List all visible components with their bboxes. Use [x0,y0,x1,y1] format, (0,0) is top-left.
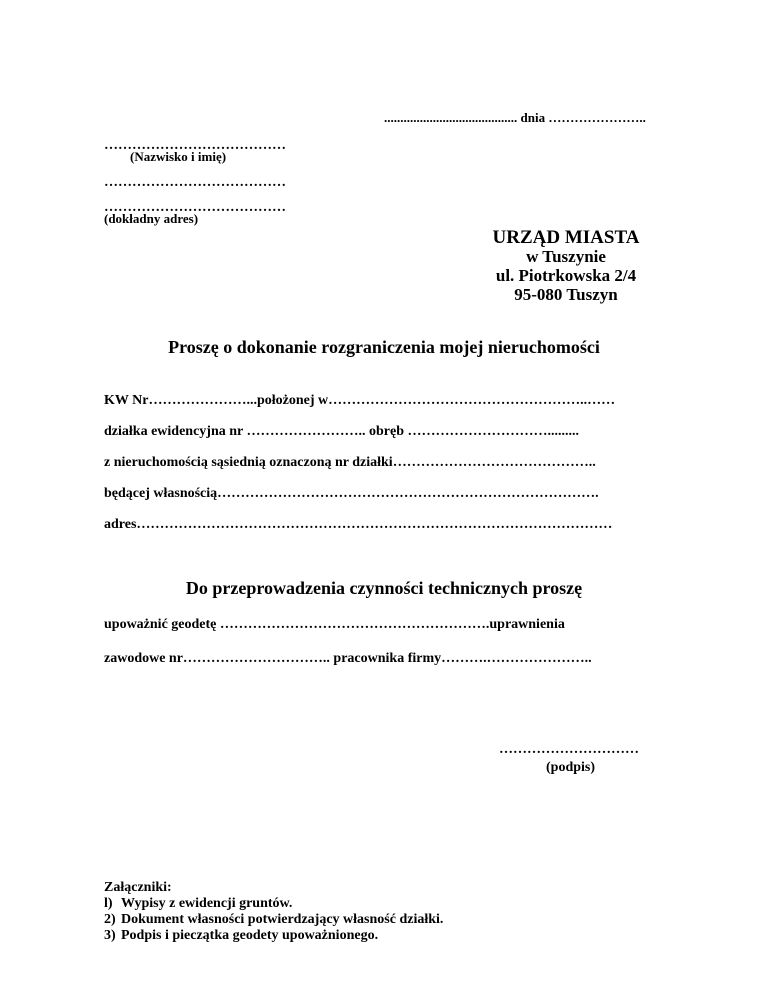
section2-title: Do przeprowadzenia czynności technicznych proszę [185,578,583,598]
list-item-number: 2) [104,912,116,927]
field-wlasnosc: będącej własnością………………………………………………………………………. [104,486,599,501]
signature-label: (podpis) [546,760,596,775]
address-dots-1: ………………………………… [104,175,286,190]
attachments-list [104,896,443,944]
name-label: (Nazwisko i imię) [130,149,227,164]
list-item [104,928,443,944]
list-item-number: 3) [104,928,116,943]
recipient-street: ul. Piotrkowska 2/4 [495,266,637,285]
recipient-city: w Tuszynie [526,247,606,266]
field-sasiednia: z nieruchomością sąsiednią oznaczoną nr działki…………………………………….. [104,455,596,470]
list-item-text: Wypisy z ewidencji gruntów. [121,896,293,911]
name-dots: ………………………………… [104,138,286,153]
list-item-text: Podpis i pieczątka geodety upoważnionego. [121,928,379,943]
list-item-number: l) [104,896,113,911]
address-label: (dokładny adres) [104,211,199,226]
section2-line-2: zawodowe nr………………………….. pracownika firmy……….………………….. [104,651,592,666]
list-item [104,896,443,912]
recipient-postal: 95-080 Tuszyn [514,285,618,304]
recipient-block [466,228,666,304]
recipient-name: URZĄD MIASTA [492,227,640,248]
list-item [104,912,443,928]
address-dots-2: ………………………………… [104,200,286,215]
attachments-block [104,880,443,944]
attachments-heading: Załączniki: [104,880,172,895]
section2-line-1: upoważnić geodetę ………………………………………………….uprawnienia [104,617,565,632]
field-kw: KW Nr…………………...położonej w………………………………………………..…… [104,393,616,408]
field-adres: adres………………………………………………………………………………………… [104,517,613,532]
date-line: ......................................... dnia ………………….. [384,110,646,125]
signature-dots: ………………………… [499,742,639,757]
list-item-text: Dokument własności potwierdzający własność działki. [121,912,444,927]
field-dzialka: działka ewidencyjna nr …………………….. obręb …………………………......... [104,424,579,439]
document-title: Proszę o dokonanie rozgraniczenia mojej nieruchomości [168,337,600,357]
